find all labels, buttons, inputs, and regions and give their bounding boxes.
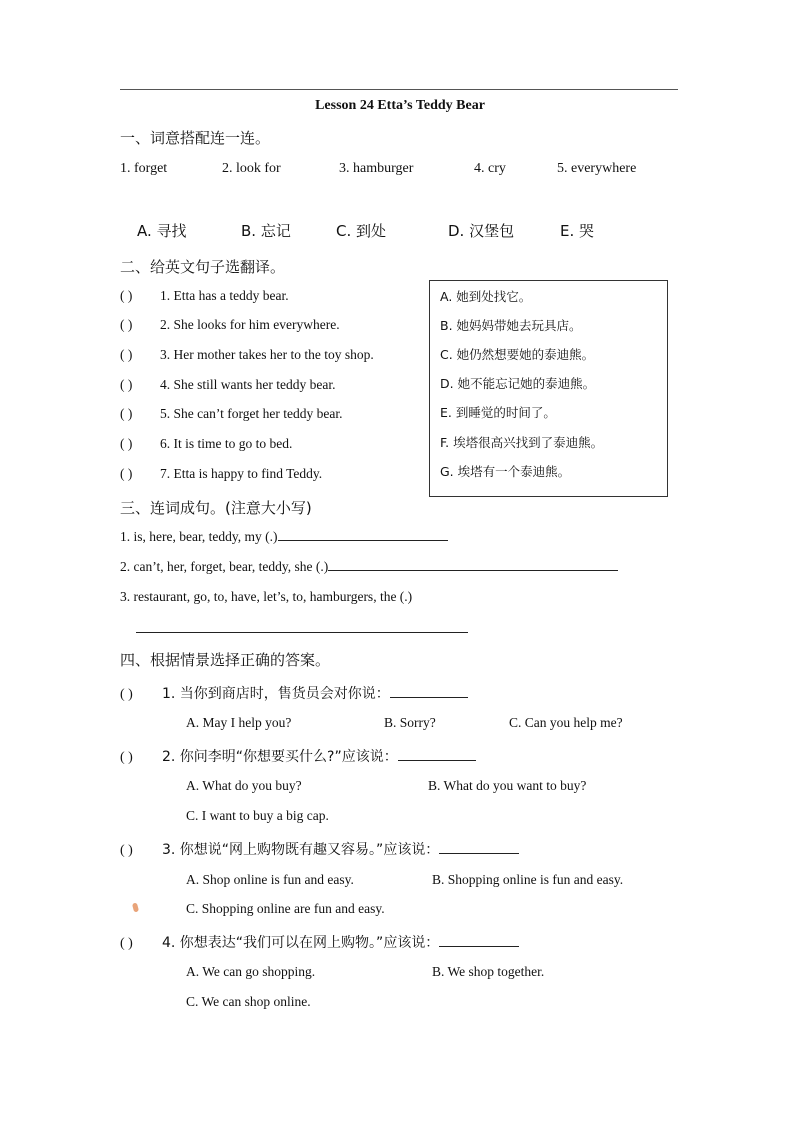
- reorder-item-2: [120, 559, 618, 575]
- answer-blank[interactable]: [398, 750, 476, 761]
- sentence-row: [120, 466, 322, 482]
- sentence-row: [120, 288, 289, 304]
- choice: C. I want to buy a big cap.: [186, 808, 329, 823]
- answer-paren: ( ): [120, 406, 133, 421]
- choice: B. We shop together.: [432, 964, 545, 979]
- sentence-text: 5. She can’t forget her teddy bear.: [160, 406, 343, 421]
- answer-paren: ( ): [120, 347, 133, 362]
- choice: B. Sorry?: [384, 715, 436, 730]
- question-prompt: 2. 你问李明“你想要买什么?”应该说：: [162, 749, 398, 765]
- option-e: E. 到睡觉的时间了。: [440, 405, 556, 420]
- word-4: 4. cry: [474, 161, 506, 176]
- choice: B. Shopping online is fun and easy.: [432, 872, 624, 887]
- option-b: B. 她妈妈带她去玩具店。: [440, 318, 582, 333]
- answer-paren: ( ): [120, 377, 133, 392]
- option-a: A. 她到处找它。: [440, 289, 532, 304]
- word-2: 2. look for: [222, 161, 281, 176]
- meaning-e: E. 哭: [560, 222, 595, 240]
- option-c: C. 她仍然想要她的泰迪熊。: [440, 347, 595, 362]
- answer-blank[interactable]: [439, 843, 519, 854]
- option-f: F. 埃塔很高兴找到了泰迪熊。: [440, 435, 604, 450]
- reorder-words: 1. is, here, bear, teddy, my (.): [120, 529, 278, 544]
- word-5: 5. everywhere: [557, 161, 637, 176]
- answer-paren: ( ): [120, 750, 133, 765]
- choice: C. Can you help me?: [509, 715, 623, 730]
- question-row: [120, 683, 468, 703]
- question-prompt: 3. 你想说“网上购物既有趣又容易。”应该说：: [162, 842, 440, 858]
- meaning-d: D. 汉堡包: [448, 222, 515, 240]
- answer-paren: ( ): [120, 436, 133, 451]
- choice: A. Shop online is fun and easy.: [186, 872, 354, 887]
- sentence-row: [120, 347, 374, 363]
- reorder-words: 2. can’t, her, forget, bear, teddy, she (.): [120, 559, 329, 574]
- section1-heading: 一、词意搭配连一连。: [120, 129, 271, 147]
- answer-paren: ( ): [120, 843, 133, 858]
- answer-blank[interactable]: [439, 936, 519, 947]
- section2-heading: 二、给英文句子选翻译。: [120, 258, 286, 276]
- option-d: D. 她不能忘记她的泰迪熊。: [440, 376, 596, 391]
- meaning-a: A. 寻找: [137, 222, 187, 240]
- answer-paren: ( ): [120, 936, 133, 951]
- answer-paren: ( ): [120, 687, 133, 702]
- sentence-row: [120, 377, 335, 393]
- question-row: [120, 746, 476, 766]
- reorder-item-3: [120, 589, 412, 605]
- sentence-row: [120, 406, 342, 422]
- answer-paren: ( ): [120, 288, 133, 303]
- answer-blank[interactable]: [390, 687, 468, 698]
- page-title: Lesson 24 Etta’s Teddy Bear: [315, 98, 485, 113]
- option-g: G. 埃塔有一个泰迪熊。: [440, 464, 571, 479]
- choice: B. What do you want to buy?: [428, 778, 587, 793]
- reorder-words: 3. restaurant, go, to, have, let’s, to, hamburgers, the (.): [120, 589, 413, 604]
- sentence-text: 1. Etta has a teddy bear.: [160, 288, 289, 303]
- word-1: 1. forget: [120, 161, 168, 176]
- choice: C. Shopping online are fun and easy.: [186, 901, 385, 916]
- top-rule: [120, 89, 678, 90]
- sentence-row: [120, 317, 340, 333]
- stray-mark: [132, 903, 139, 913]
- sentence-text: 7. Etta is happy to find Teddy.: [160, 466, 323, 481]
- choice: A. We can go shopping.: [186, 964, 316, 979]
- section4-heading: 四、根据情景选择正确的答案。: [120, 651, 331, 669]
- choice: A. May I help you?: [186, 715, 292, 730]
- sentence-row: [120, 436, 292, 452]
- question-prompt: 4. 你想表达“我们可以在网上购物。”应该说：: [162, 935, 440, 951]
- answer-blank[interactable]: [278, 530, 448, 541]
- choice: A. What do you buy?: [186, 778, 302, 793]
- translation-options-box: [429, 280, 668, 497]
- question-row: [120, 839, 519, 859]
- section3-heading: 三、连词成句。(注意大小写): [120, 499, 312, 517]
- reorder-item-1: [120, 529, 448, 545]
- meaning-b: B. 忘记: [241, 222, 291, 240]
- sentence-text: 6. It is time to go to bed.: [160, 436, 293, 451]
- answer-paren: ( ): [120, 317, 133, 332]
- answer-paren: ( ): [120, 466, 133, 481]
- question-row: [120, 932, 519, 952]
- meaning-c: C. 到处: [336, 222, 387, 240]
- answer-blank[interactable]: [328, 560, 618, 571]
- answer-blank[interactable]: [136, 632, 468, 633]
- question-prompt: 1. 当你到商店时，售货员会对你说：: [162, 686, 390, 702]
- word-3: 3. hamburger: [339, 161, 414, 176]
- sentence-text: 2. She looks for him everywhere.: [160, 317, 340, 332]
- sentence-text: 3. Her mother takes her to the toy shop.: [160, 347, 374, 362]
- choice: C. We can shop online.: [186, 994, 311, 1009]
- sentence-text: 4. She still wants her teddy bear.: [160, 377, 336, 392]
